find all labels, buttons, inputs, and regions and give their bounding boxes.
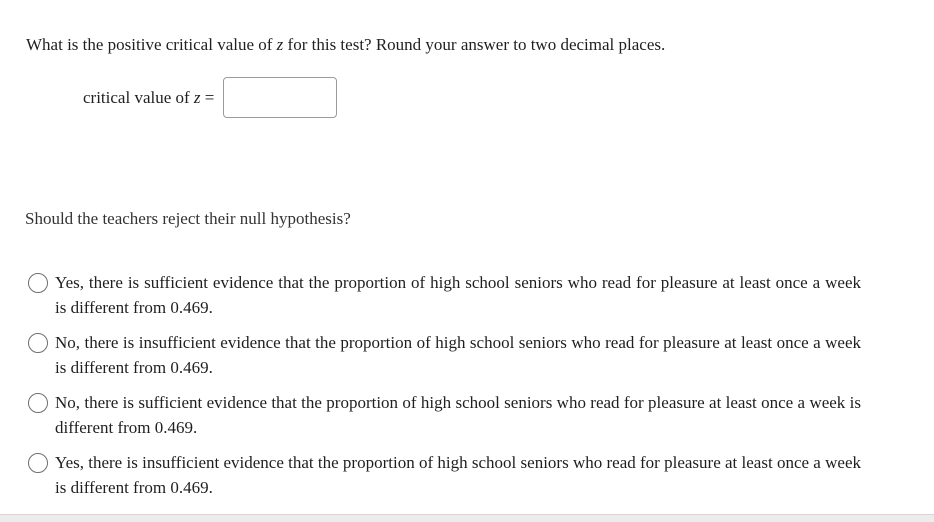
- critical-value-label: [83, 88, 214, 108]
- bottom-divider: [0, 514, 934, 522]
- answer-options: [28, 270, 868, 510]
- question-text-prefix: What is the positive critical value of: [26, 35, 277, 54]
- critical-value-answer-row: [83, 76, 337, 119]
- label-prefix: critical value of: [83, 87, 194, 107]
- reject-null-question: Should the teachers reject their null hypothesis?: [25, 209, 351, 228]
- option-3[interactable]: [28, 390, 868, 440]
- critical-value-input[interactable]: [223, 77, 337, 118]
- option-4[interactable]: [28, 450, 868, 500]
- option-1-text: Yes, there is sufficient evidence that the proportion of high school seniors who read for pleasure at least once a week is different from 0.469.: [55, 273, 861, 317]
- question-variable: z: [276, 35, 284, 54]
- option-3-text: No, there is sufficient evidence that the proportion of high school seniors who read for pleasure at least once a week is different from 0.469.: [55, 393, 861, 437]
- question-text-suffix: for this test? Round your answer to two decimal places.: [283, 35, 666, 54]
- radio-button-icon[interactable]: [28, 393, 48, 413]
- option-1[interactable]: [28, 270, 868, 320]
- radio-button-icon[interactable]: [28, 453, 48, 473]
- critical-value-question: [26, 34, 665, 56]
- option-4-text: Yes, there is insufficient evidence that the proportion of high school seniors who read for pleasure at least once a week is different from 0.469.: [55, 453, 861, 497]
- option-2[interactable]: [28, 330, 868, 380]
- label-variable: z: [193, 87, 201, 107]
- radio-button-icon[interactable]: [28, 333, 48, 353]
- option-2-text: No, there is insufficient evidence that the proportion of high school seniors who read for pleasure at least once a week is different from 0.469.: [55, 333, 861, 377]
- label-suffix: =: [200, 87, 215, 107]
- radio-button-icon[interactable]: [28, 273, 48, 293]
